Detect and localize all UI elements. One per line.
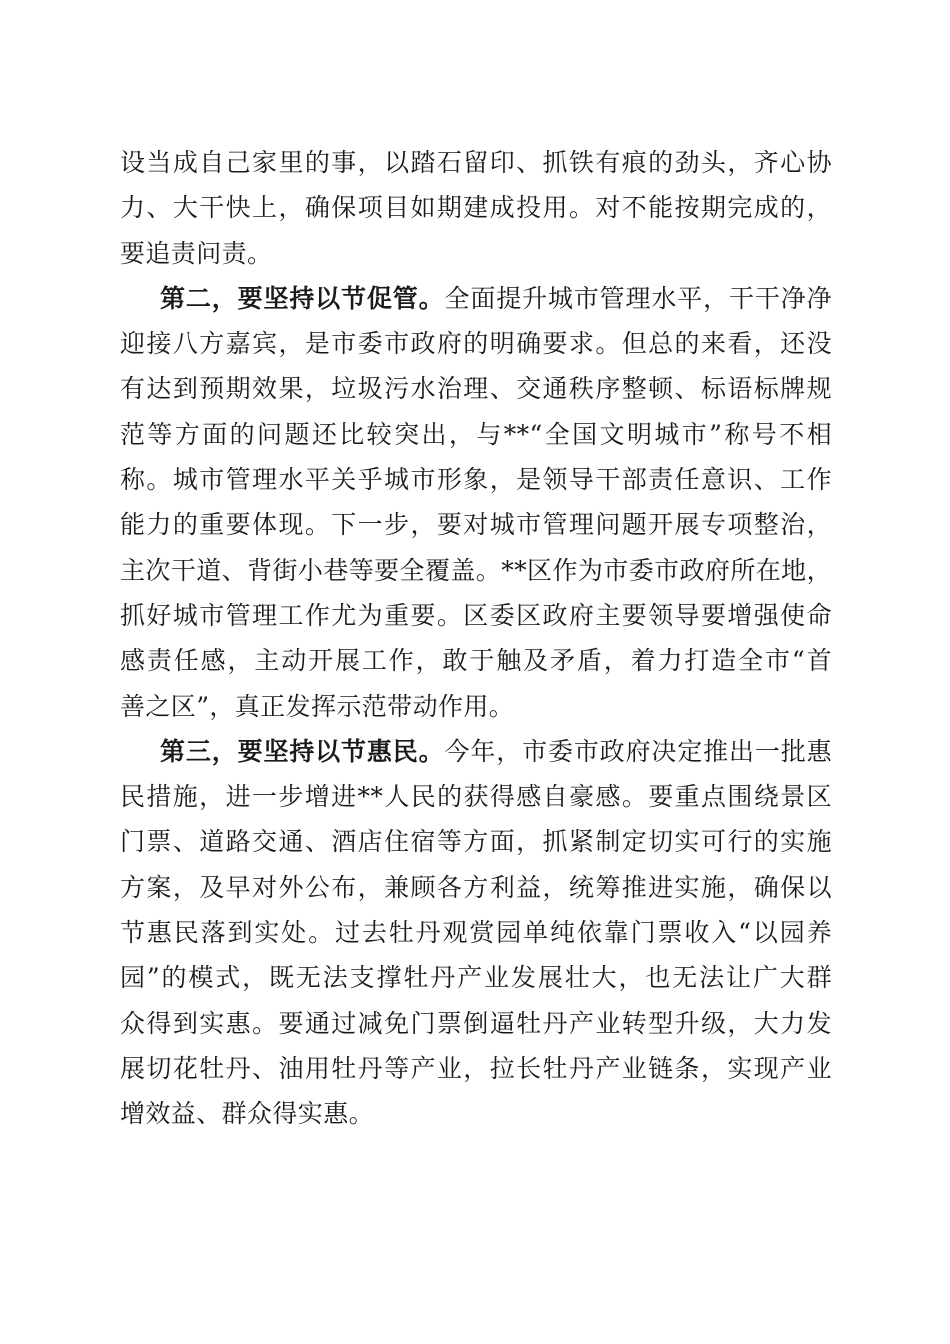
paragraph-2-line-6: 能力的重要体现。下一步，要对城市管理问题开展专项整治， (120, 510, 832, 540)
paragraph-2-line-1-text: 全面提升城市管理水平，干干净净 (444, 283, 832, 313)
paragraph-3-line-8: 展切花牡丹、油用牡丹等产业，拉长牡丹产业链条，实现产业 (120, 1053, 832, 1083)
document-body (120, 140, 832, 1137)
paragraph-2-line-5: 称。城市管理水平关乎城市形象，是领导干部责任意识、工作 (120, 465, 832, 495)
paragraph-3-line-3: 门票、道路交通、酒店住宿等方面，抓紧制定切实可行的实施 (120, 827, 832, 857)
paragraph-1-line-3: 要追责问责。 (120, 238, 273, 268)
paragraph-2-line-2: 迎接八方嘉宾，是市委市政府的明确要求。但总的来看，还没 (120, 329, 832, 359)
paragraph-3-lead: 第三，要坚持以节惠民。 (160, 736, 445, 766)
paragraph-3-line-1 (120, 729, 832, 774)
paragraph-3-line-6: 园”的模式，既无法支撑牡丹产业发展壮大，也无法让广大群 (120, 963, 832, 993)
paragraph-3-line-5: 节惠民落到实处。过去牡丹观赏园单纯依靠门票收入“以园养 (120, 918, 832, 948)
paragraph-3-line-9: 增效益、群众得实惠。 (120, 1099, 375, 1129)
paragraph-1-line-2: 力、大干快上，确保项目如期建成投用。对不能按期完成的， (120, 193, 832, 223)
paragraph-3-line-7: 众得到实惠。要通过减免门票倒逼牡丹产业转型升级，大力发 (120, 1008, 832, 1038)
paragraph-2-line-4: 范等方面的问题还比较突出，与**“全国文明城市”称号不相 (120, 419, 832, 449)
paragraph-1-line-1: 设当成自己家里的事，以踏石留印、抓铁有痕的劲头，齐心协 (120, 148, 832, 177)
paragraph-2-lead: 第二，要坚持以节促管。 (160, 283, 445, 313)
paragraph-3-line-1-text: 今年，市委市政府决定推出一批惠 (444, 736, 832, 766)
paragraph-2-line-10: 善之区”，真正发挥示范带动作用。 (120, 691, 515, 721)
paragraph-2-line-8: 抓好城市管理工作尤为重要。区委区政府主要领导要增强使命 (120, 600, 832, 630)
paragraph-2-line-9: 感责任感，主动开展工作，敢于触及矛盾，着力打造全市“首 (120, 646, 832, 676)
paragraph-2-line-3: 有达到预期效果，垃圾污水治理、交通秩序整顿、标语标牌规 (120, 374, 832, 404)
paragraph-2-line-1 (120, 276, 832, 321)
paragraph-2-line-7: 主次干道、背街小巷等要全覆盖。**区作为市委市政府所在地， (120, 555, 832, 585)
paragraph-3-line-2: 民措施，进一步增进**人民的获得感自豪感。要重点围绕景区 (120, 782, 832, 812)
paragraph-3-line-4: 方案，及早对外公布，兼顾各方利益，统筹推进实施，确保以 (120, 872, 832, 902)
